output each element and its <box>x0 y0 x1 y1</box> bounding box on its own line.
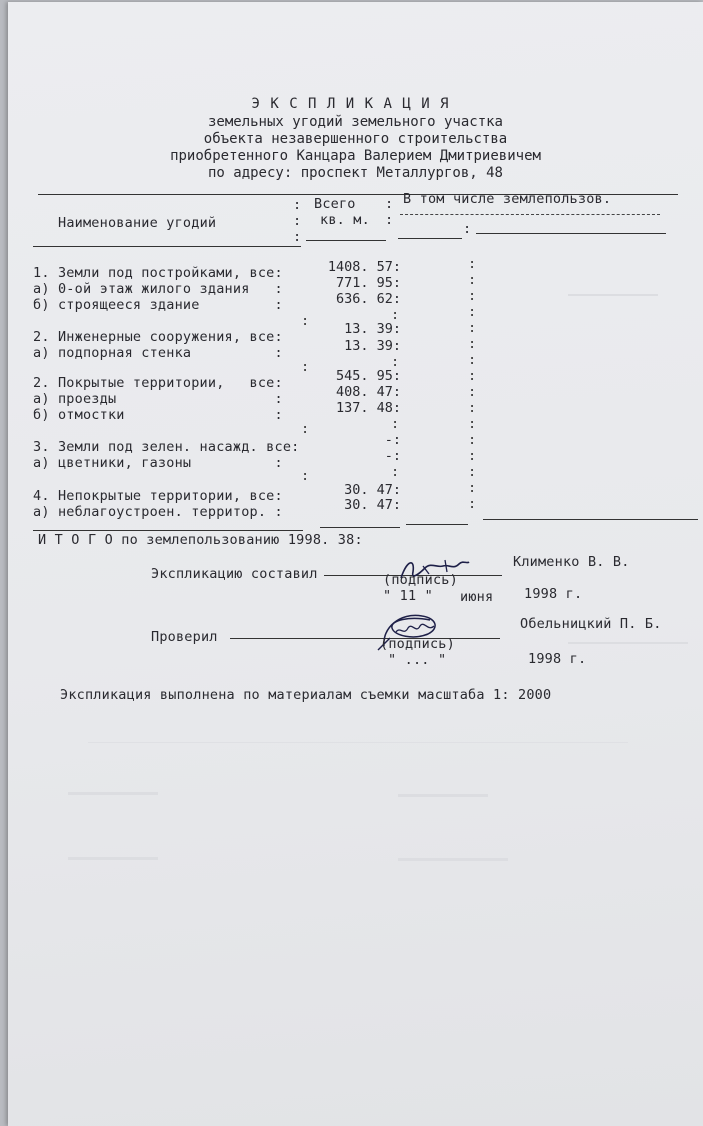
bleed-through-mark <box>88 742 628 743</box>
table-row-value: 137. 48: <box>335 400 401 416</box>
table-row-name: 4. Непокрытые территории, все: <box>33 488 283 504</box>
subtitle-line-2: объекта незавершенного строительства <box>203 131 508 147</box>
bleed-through-mark <box>398 794 488 797</box>
checked-by-label: Проверил <box>151 629 218 645</box>
year-2: 1998 г. <box>528 651 587 667</box>
column-separator: : <box>391 416 400 432</box>
table-bottom-rule <box>33 530 303 531</box>
table-row-value: 636. 62: <box>335 291 401 307</box>
document-page <box>8 2 703 1126</box>
checked-by-name: Обельницкий П. Б. <box>520 616 662 632</box>
subtitle-line-3: приобретенного Канцара Валерием Дмитриевичем <box>170 148 541 164</box>
scale-note: Экспликация выполнена по материалам съемки масштаба 1: 2000 <box>60 687 552 703</box>
compiled-by-label: Экспликацию составил <box>151 566 318 582</box>
table-row-name: а) неблагоустроен. территор. : <box>33 504 283 520</box>
table-row-name: а) цветники, газоны : <box>33 455 283 471</box>
column-separator: : <box>293 229 302 245</box>
column-separator: : <box>391 307 400 323</box>
table-bottom-rule <box>320 527 400 528</box>
table-row-name: 2. Покрытые территории, все: <box>33 375 283 391</box>
column-separator: : : : : : : : : : : : : : : : : <box>468 256 477 512</box>
date-month: июня <box>460 589 494 605</box>
table-bottom-rule <box>406 524 468 525</box>
column-header-total-1: Всего <box>314 196 356 212</box>
column-header-name: Наименование угодий <box>58 215 217 231</box>
header-dash-rule <box>400 214 660 215</box>
table-row-name: а) проезды : <box>33 391 283 407</box>
date-placeholder: " ... " <box>388 652 447 668</box>
table-row-name: а) подпорная стенка : <box>33 345 283 361</box>
table-row-value: 30. 47: <box>344 482 401 498</box>
table-row-value: 13. 39: <box>344 321 401 337</box>
signature-caption-1: (подпись) <box>383 572 458 588</box>
bleed-through-mark <box>68 857 158 860</box>
column-separator: : <box>301 421 310 437</box>
table-row-name: б) отмостки : <box>33 407 283 423</box>
year-1: 1998 г. <box>524 586 583 602</box>
header-bottom-rule <box>33 246 301 247</box>
column-separator: : <box>463 221 472 237</box>
table-row-value: 545. 95: <box>335 368 401 384</box>
table-row-name: 2. Инженерные сооружения, все: <box>33 329 283 345</box>
compiled-by-name: Клименко В. В. <box>513 554 630 570</box>
header-bottom-rule <box>476 233 666 234</box>
column-separator: : <box>391 464 400 480</box>
bleed-through-mark <box>398 858 508 861</box>
table-row-value: -: <box>384 448 401 464</box>
table-row-name: 1. Земли под постройками, все: <box>33 265 283 281</box>
bleed-through-mark <box>568 642 688 644</box>
date-day: " 11 " <box>383 588 433 604</box>
column-separator: : <box>385 196 394 212</box>
table-row-name: б) строящееся здание : <box>33 297 283 313</box>
table-row-value: 771. 95: <box>335 275 401 291</box>
table-total: И Т О Г О по землепользованию 1998. 38: <box>38 532 363 548</box>
column-separator: : <box>301 468 310 484</box>
column-separator: : <box>385 212 394 228</box>
bleed-through-mark <box>568 294 658 296</box>
column-header-included: В том числе землепользов. <box>403 191 612 207</box>
header-bottom-rule <box>306 240 386 241</box>
column-separator: : <box>293 197 302 213</box>
table-row-name: 3. Земли под зелен. насажд. все: <box>33 439 300 455</box>
subtitle-line-4: по адресу: проспект Металлургов, 48 <box>207 165 503 181</box>
table-row-value: 408. 47: <box>335 384 401 400</box>
column-separator: : <box>301 313 310 329</box>
table-row-value: 1408. 57: <box>327 259 401 275</box>
column-separator: : <box>301 359 310 375</box>
table-bottom-rule <box>483 519 698 520</box>
table-row-name: а) 0-ой этаж жилого здания : <box>33 281 283 297</box>
subtitle-line-1: земельных угодий земельного участка <box>207 114 503 130</box>
header-bottom-rule <box>398 238 462 239</box>
table-row-value: -: <box>384 432 401 448</box>
bleed-through-mark <box>68 792 158 795</box>
table-row-value: 30. 47: <box>344 497 401 513</box>
document-title: Э К С П Л И К А Ц И Я <box>251 96 450 112</box>
signature-caption-2: (подпись) <box>380 636 455 652</box>
column-separator: : <box>293 213 302 229</box>
table-row-value: 13. 39: <box>344 338 401 354</box>
column-header-total-2: кв. м. <box>320 212 370 228</box>
column-separator: : <box>391 354 400 370</box>
